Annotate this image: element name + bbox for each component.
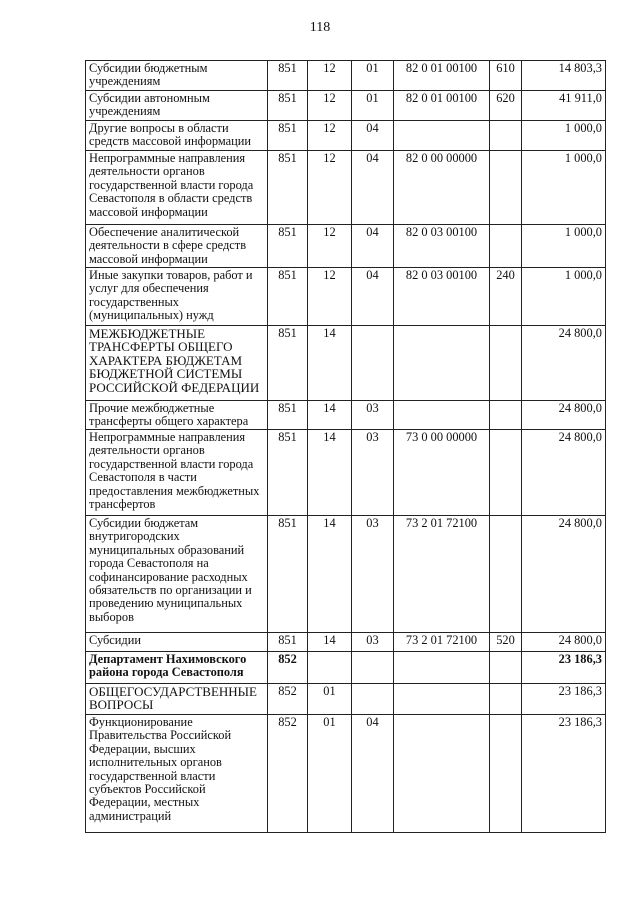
admin-code: 852 [268, 652, 308, 684]
section-code: 14 [308, 326, 352, 401]
target-article-code: 82 0 01 00100 [394, 91, 490, 121]
target-article-code: 82 0 03 00100 [394, 225, 490, 268]
expense-kind-code [490, 652, 522, 684]
section-code: 12 [308, 225, 352, 268]
target-article-code [394, 715, 490, 833]
expense-name: Прочие межбюджетные трансферты общего характера [86, 401, 268, 430]
admin-code: 851 [268, 401, 308, 430]
expense-name: Непрограммные направления деятельности органов государственной власти города Севастополя в части предоставления межбюджетных трансфертов [86, 430, 268, 516]
expense-kind-code: 240 [490, 268, 522, 326]
table-row [86, 715, 606, 833]
subsection-code [352, 684, 394, 715]
amount: 24 800,0 [522, 401, 606, 430]
expense-kind-code: 520 [490, 633, 522, 652]
expense-kind-code [490, 516, 522, 633]
amount: 1 000,0 [522, 268, 606, 326]
subsection-code: 03 [352, 516, 394, 633]
section-code [308, 652, 352, 684]
table-row [86, 225, 606, 268]
section-code: 12 [308, 121, 352, 151]
subsection-code [352, 652, 394, 684]
section-code: 01 [308, 715, 352, 833]
expense-kind-code [490, 684, 522, 715]
section-code: 01 [308, 684, 352, 715]
amount: 24 800,0 [522, 326, 606, 401]
expense-name: Функционирование Правительства Российской Федерации, высших исполнительных органов государственной власти субъектов Российской Федерации, местных администраций [86, 715, 268, 833]
amount: 23 186,3 [522, 715, 606, 833]
table-row [86, 151, 606, 225]
subsection-code: 04 [352, 715, 394, 833]
target-article-code: 73 2 01 72100 [394, 633, 490, 652]
expense-name: МЕЖБЮДЖЕТНЫЕ ТРАНСФЕРТЫ ОБЩЕГО ХАРАКТЕРА БЮДЖЕТАМ БЮДЖЕТНОЙ СИСТЕМЫ РОССИЙСКОЙ ФЕДЕРАЦИИ [86, 326, 268, 401]
expense-name: Субсидии бюджетным учреждениям [86, 61, 268, 91]
expense-kind-code [490, 121, 522, 151]
admin-code: 851 [268, 121, 308, 151]
target-article-code: 73 2 01 72100 [394, 516, 490, 633]
admin-code: 851 [268, 326, 308, 401]
table-row [86, 91, 606, 121]
expense-name: Субсидии автономным учреждениям [86, 91, 268, 121]
subsection-code: 03 [352, 401, 394, 430]
section-code: 14 [308, 516, 352, 633]
admin-code: 851 [268, 151, 308, 225]
expense-name: ОБЩЕГОСУДАРСТВЕННЫЕ ВОПРОСЫ [86, 684, 268, 715]
admin-code: 852 [268, 715, 308, 833]
expense-kind-code [490, 401, 522, 430]
subsection-code: 01 [352, 61, 394, 91]
expense-name: Иные закупки товаров, работ и услуг для обеспечения государственных (муниципальных) нужд [86, 268, 268, 326]
table-row [86, 516, 606, 633]
section-code: 12 [308, 61, 352, 91]
subsection-code: 04 [352, 268, 394, 326]
subsection-code: 04 [352, 121, 394, 151]
expense-kind-code [490, 326, 522, 401]
table-row [86, 268, 606, 326]
amount: 23 186,3 [522, 684, 606, 715]
table-row [86, 633, 606, 652]
subsection-code: 03 [352, 633, 394, 652]
expense-name: Обеспечение аналитической деятельности в сфере средств массовой информации [86, 225, 268, 268]
expense-name: Другие вопросы в области средств массовой информации [86, 121, 268, 151]
table-row [86, 430, 606, 516]
target-article-code: 82 0 03 00100 [394, 268, 490, 326]
subsection-code: 01 [352, 91, 394, 121]
subsection-code [352, 326, 394, 401]
budget-table [85, 60, 606, 833]
expense-name: Департамент Нахимовского района города Севастополя [86, 652, 268, 684]
amount: 14 803,3 [522, 61, 606, 91]
admin-code: 851 [268, 61, 308, 91]
section-code: 14 [308, 633, 352, 652]
admin-code: 852 [268, 684, 308, 715]
target-article-code: 73 0 00 00000 [394, 430, 490, 516]
target-article-code [394, 652, 490, 684]
amount: 41 911,0 [522, 91, 606, 121]
amount: 23 186,3 [522, 652, 606, 684]
table-row [86, 652, 606, 684]
page-number: 118 [309, 20, 331, 35]
admin-code: 851 [268, 430, 308, 516]
amount: 24 800,0 [522, 430, 606, 516]
amount: 1 000,0 [522, 225, 606, 268]
amount: 24 800,0 [522, 516, 606, 633]
admin-code: 851 [268, 225, 308, 268]
section-code: 14 [308, 430, 352, 516]
section-code: 12 [308, 91, 352, 121]
expense-name: Непрограммные направления деятельности органов государственной власти города Севастополя в области средств массовой информации [86, 151, 268, 225]
amount: 1 000,0 [522, 121, 606, 151]
expense-name: Субсидии [86, 633, 268, 652]
expense-kind-code: 620 [490, 91, 522, 121]
subsection-code: 03 [352, 430, 394, 516]
expense-kind-code: 610 [490, 61, 522, 91]
expense-kind-code [490, 225, 522, 268]
amount: 24 800,0 [522, 633, 606, 652]
table-row [86, 401, 606, 430]
expense-name: Субсидии бюджетам внутригородских муниципальных образований города Севастополя на софинансирование расходных обязательств по организации и проведению муниципальных выборов [86, 516, 268, 633]
amount: 1 000,0 [522, 151, 606, 225]
section-code: 12 [308, 268, 352, 326]
target-article-code [394, 121, 490, 151]
subsection-code: 04 [352, 151, 394, 225]
subsection-code: 04 [352, 225, 394, 268]
section-code: 12 [308, 151, 352, 225]
admin-code: 851 [268, 516, 308, 633]
table-row [86, 326, 606, 401]
admin-code: 851 [268, 268, 308, 326]
admin-code: 851 [268, 633, 308, 652]
expense-kind-code [490, 715, 522, 833]
table-row [86, 121, 606, 151]
admin-code: 851 [268, 91, 308, 121]
table-row [86, 61, 606, 91]
target-article-code [394, 401, 490, 430]
target-article-code [394, 326, 490, 401]
table-row [86, 684, 606, 715]
target-article-code: 82 0 01 00100 [394, 61, 490, 91]
section-code: 14 [308, 401, 352, 430]
expense-kind-code [490, 430, 522, 516]
expense-kind-code [490, 151, 522, 225]
target-article-code [394, 684, 490, 715]
target-article-code: 82 0 00 00000 [394, 151, 490, 225]
